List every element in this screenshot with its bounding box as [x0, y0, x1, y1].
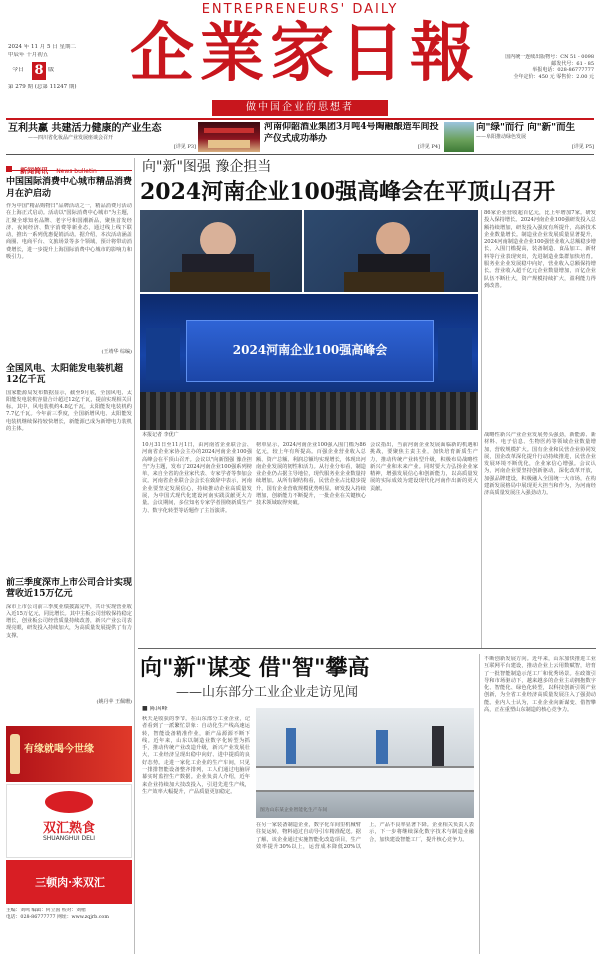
today-label: 今日 — [12, 67, 25, 73]
bulletin-item[interactable] — [6, 364, 132, 572]
lower-body-mid: 在另一家装备制造企业，数字化车间里机械臂往复运转，物料通过自动导引车精准配送。据了解，该企业通过实施智能化改造项目，生产效率提升30%以上，运营成本降低20%以上，产品不良率显著下降。企业相关负责人表示，下一步将继续深化数字技术与制造业融合，加快建设智能工厂，提升核心竞争力。 — [256, 822, 474, 850]
top-story-3[interactable] — [476, 122, 596, 152]
top-story-2[interactable] — [264, 122, 442, 152]
top-story-1[interactable] — [8, 122, 198, 152]
column-divider — [479, 654, 480, 954]
english-title: ENTREPRENEURS' DAILY — [201, 2, 399, 17]
date-line: 2024 年 11 月 5 日 星期二 — [8, 44, 76, 50]
feature-kicker: 向"新"图强 豫企担当 — [142, 159, 272, 175]
masthead-title: 企業家日報 — [130, 16, 480, 91]
pages-count: 8 — [34, 63, 44, 78]
top-story-title: 河南仰韶酒业集团3月吨4号陶融酿造车间投产仪式成功举办 — [264, 122, 439, 144]
issue-line: 第 279 期 (总第 11247 期) — [8, 84, 77, 90]
top-story-2-photo — [198, 122, 260, 152]
divider — [6, 154, 594, 155]
footer — [6, 908, 132, 938]
footer-line: 电话：028-86777777 网址：www.zqjrb.com — [6, 914, 109, 920]
feature-right-col2: 战略性新兴产业企业发展势头强劲，新能源、新材料、电子信息、生物医药等领域企业数量增加，营收规模扩大。国有企业和民营企业协同发展，国企改革深化提升行动持续推进，民营企业发展环境不断优化，企业家信心增强。会议认为，河南企业要坚持创新驱动，深化改革开放，加强品牌建设，积极融入全国统一大市场，在构建新发展格局中展现更大担当和作为，为河南经济高质量发展注入强劲动力。 — [484, 432, 596, 497]
ad-brand-main: 双汇熟食 — [42, 821, 95, 836]
bulletin-item-author: (姚丹苹 王佩珊) — [96, 698, 132, 705]
top-story-title: 向"绿"而行 向"新"而生 — [476, 122, 576, 133]
feature-body-col2: 榜单显示，2024河南企业100强入围门槛为86亿元，较上年有所提高。百强企业营业收入总额、资产总额、利润总额均实现增长，体现出河南企业发展的韧性和活力。从行业分布看，制造业企业仍占据主导地位，现代服务业企业数量持续增加。从所有制结构看，民营企业占比稳步提升，国有企业营收规模优势明显。研发投入持续增加，创新能力不断提升，一批企业在关键核心技术领域取得突破。 — [256, 442, 366, 507]
top-story-3-photo — [444, 122, 474, 152]
ad-banner-bottom[interactable] — [6, 860, 132, 904]
lower-body-right: 不断创新发展方向。近年来，山东加快推进工业互联网平台建设，推动企业上云用数赋智，培育了一批智能制造示范工厂和优秀场景。在政策引导和市场驱动下，越来越多的企业主动拥抱数字化、智能化、绿色化转型，以科技创新引领产业创新，为全省工业经济高质量发展注入了强劲动能。业内人士认为，工业企业向新谋变、借智攀高，正在重塑山东制造的核心竞争力。 — [484, 656, 596, 714]
feature-photo-left — [140, 210, 302, 292]
footer-line: 主编：刘鸣 编辑：何立国 校对：刘楷 — [6, 908, 86, 913]
ad-bottle-icon — [10, 734, 20, 774]
bulletin-title: 新闻简讯 — [20, 166, 49, 175]
liquor-ad[interactable] — [6, 726, 132, 782]
feature-right-col1: 86家企业营收超百亿元，比上年增加7家。研发投入保持增长。2024河南企业100强研发投入总额持续增加，研发投入强度有所提升，高新技术企业数量增长。制造业企业发展质量显著提升，2024河南制造业企业100强营业收入总额稳步增长，入围门槛提高，装备制造、食品加工、新材料等行业表现突出，先进制造业集群加快培育。服务业企业发展稳中向好，营业收入总额保持增长。营业收入超千亿元企业数量增加，百亿企业队伍不断壮大，资产规模持续扩大，盈利能力得到改善。 — [484, 210, 596, 289]
feature-photo-stage — [140, 294, 478, 430]
pages-badge — [32, 62, 46, 80]
lower-subtitle: ——山东部分工业企业走访见闻 — [176, 685, 359, 700]
top-story-subtitle: ——阜阳推动绿色发展 — [476, 134, 527, 140]
lower-photo — [256, 708, 474, 818]
masthead-slogan — [212, 100, 388, 116]
bulletin-item-body: 国家能源局发布数据显示，截至9月底，全国风电、太阳能发电装机容量合计超过12亿千瓦，提前实现相关目标。其中，风电装机约4.8亿千瓦，太阳能发电装机约7.7亿千瓦。今年前三季度，全国新增风电、太阳能发电装机继续保持较快增长，新能源已成为新增电力装机的主体。 — [6, 389, 132, 433]
feature-headline: 2024河南企业100强高峰会在平顶山召开 — [140, 179, 556, 205]
ad-bottom-text: 三顿肉·来双汇 — [35, 876, 105, 889]
info-line: 全年定价：450 元 零售价：2.00 元 — [513, 73, 594, 80]
top-story-subtitle: ——四川省化妆品产业发展座谈会召开 — [28, 135, 114, 141]
bulletin-item[interactable] — [6, 578, 132, 706]
shuanghui-ad[interactable] — [6, 784, 132, 858]
feature-photo-right — [304, 210, 478, 292]
top-story-ref: [详见 P3] — [173, 144, 196, 150]
bulletin-item-title: 全国风电、太阳能发电装机超12亿千瓦 — [6, 363, 124, 386]
lunar-line: 甲辰年 十月初五 — [8, 52, 49, 58]
info-line: 国内统一连续出版物号：CN 51 - 0098 — [505, 54, 594, 60]
divider — [138, 648, 596, 649]
bulletin-icon — [6, 166, 12, 172]
bulletin-title-en: News bulletin — [56, 168, 97, 175]
bulletin-item[interactable] — [6, 177, 132, 356]
bulletin-item-author: (王靖华 综编) — [101, 349, 132, 355]
bulletin-header — [6, 158, 132, 175]
bulletin-item-title: 前三季度深市上市公司合计实现营收近15万亿元 — [6, 577, 132, 600]
stage-banner-text: 2024河南企业100强高峰会 — [232, 343, 388, 357]
feature-body-col3: 会议指出，当前河南企业发展面临新的机遇和挑战，要聚焦主责主业，加快培育新质生产力，推动传统产业转型升级，积极布局战略性新兴产业和未来产业。同时要大力弘扬企业家精神，增强发展信心和创新能力，以高质量发展的实际成效为建设现代化河南作出新的更大贡献。 — [370, 442, 478, 492]
info-line: 举报电话：028-86777777 — [532, 67, 594, 74]
shuanghui-logo-icon — [45, 791, 93, 813]
column-divider — [134, 158, 135, 954]
pages-unit: 版 — [48, 67, 55, 73]
bulletin-item-body: 深市上市公司前三季度业绩披露完毕，共计实现营业收入近15万亿元，同比增长。其中主板公司营收保持稳定增长，创业板公司经营质量持续改善，新兴产业公司表现亮眼，研发投入持续加大，为高质量发展提供了有力支撑。 — [6, 603, 132, 639]
top-story-title: 互利共赢 共建活力健康的产业生态 — [8, 123, 162, 134]
top-story-ref: [详见 P5] — [571, 144, 594, 150]
lower-author: ■ 陈国峰 — [142, 706, 168, 712]
info-line: 邮发代号：61 - 85 — [551, 60, 594, 67]
slogan-text: 做中国企业的思想者 — [246, 102, 354, 113]
lower-headline: 向"新"谋变 借"智"攀高 — [140, 655, 370, 681]
feature-photo-credit: 本报记者 李优广 — [142, 432, 179, 438]
feature-body-col1: 10月31日至11月1日，由河南省企业联合会、河南省企业家协会主办的2024河南企业100强高峰会在平顶山召开。会议以"向新图强 豫企担当"为主题，发布了2024河南企业100强系列榜单，来自全省的企业家代表、专家学者等参加会议。河南省企业联合会会长在致辞中表示，河南企业要坚定发展信心，持续推动企业高质量发展，为中国式现代化建设河南实践贡献更大力量。会议期间，多位知名专家学者围绕新质生产力、数字化转型等话题作了主旨演讲。 — [142, 442, 252, 514]
top-story-ref: [详见 P4] — [417, 144, 440, 150]
stage-screen — [186, 320, 434, 382]
bulletin-item-body: 作为中国"精品购物日"品牌活动之一，精品消费月活动在上海正式启动。活动以"国际消费中心城市"为主题，汇聚全球知名品牌、老字号和国潮新品，聚焦首发经济、夜间经济、数字消费等新业态，通过线上线下联动，推出一系列优惠促销活动。据介绍，本次活动涵盖商圈、电商平台、文旅场景等多个领域，预计将带动消费增长，进一步提升上海国际消费中心城市的影响力和吸引力。 — [6, 203, 132, 261]
masthead-divider — [6, 118, 594, 120]
masthead-right-info — [482, 54, 594, 80]
lower-body-left: 秋天是收获的季节。在山东部分工业企业，记者看到了一派繁忙景象：自动化生产线高速运转，智能设备精准作业，新产品源源不断下线。近年来，山东以制造业数字化转型为抓手，推动传统产业改造升级，新兴产业发展壮大，工业经济呈现出稳中向好、进中提质的良好态势。走进一家化工企业的生产车间，只见一排排智能设备整齐排列，工人们通过电脑屏幕实时监控生产数据。企业负责人介绍，近年来企业持续加大技改投入，引进先进生产线，生产效率大幅提升，产品质量更加稳定。 — [142, 716, 250, 795]
ad-brand-en: SHUANGHUI DELI — [42, 835, 96, 842]
ad-brand-top: 有缘就喝今世缘 — [24, 744, 94, 755]
lower-photo-credit: 图为山东某企业智能化生产车间 — [260, 808, 328, 813]
column-divider — [481, 210, 482, 648]
news-bulletin — [6, 158, 132, 768]
bulletin-item-title: 中国国际消费中心城市精品消费月在沪启动 — [6, 177, 132, 199]
